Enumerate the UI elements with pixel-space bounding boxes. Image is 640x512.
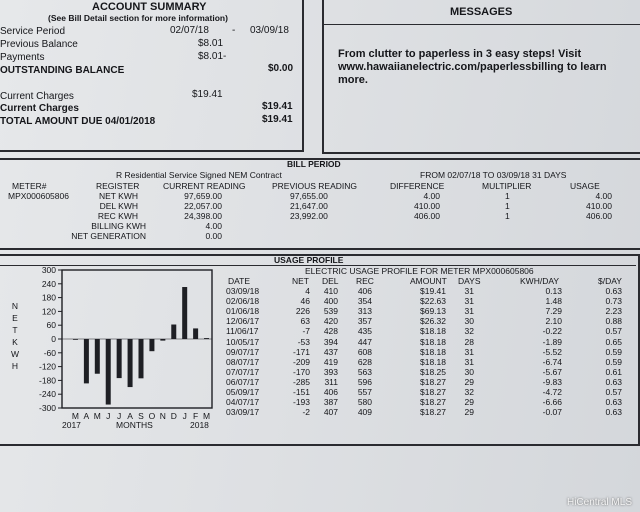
account-summary-title: ACCOUNT SUMMARY — [92, 1, 207, 13]
row-kwh-day: -6.74 — [542, 356, 562, 367]
col-amount: AMOUNT — [410, 276, 447, 286]
row-del: 428 — [323, 326, 338, 337]
row-del: 420 — [323, 316, 338, 327]
previous-balance-label: Previous Balance — [0, 39, 78, 50]
row-kwh-day: -5.67 — [542, 366, 562, 377]
row-date: 11/06/17 — [226, 326, 259, 337]
y-tick-label: -300 — [38, 403, 56, 413]
x-tick-label: D — [170, 411, 177, 421]
row-amount: $18.18 — [420, 336, 446, 347]
col-multiplier: MULTIPLIER — [482, 181, 532, 191]
net-kwh-bar-chart — [0, 262, 220, 432]
row-days: 31 — [464, 296, 474, 307]
row-net: -170 — [292, 366, 310, 377]
row-kwh-day: 0.13 — [545, 286, 562, 296]
usage-value: 406.00 — [586, 211, 612, 221]
x-tick-label: O — [148, 411, 156, 421]
row-del: 539 — [323, 306, 338, 317]
row-days: 32 — [464, 387, 474, 397]
row-del: 387 — [323, 397, 338, 408]
row-days: 31 — [464, 346, 474, 357]
row-del: 407 — [323, 407, 338, 418]
row-net: -171 — [292, 346, 310, 357]
x-tick-label: M — [93, 411, 101, 421]
usage-profile-title: USAGE PROFILE — [274, 255, 344, 265]
row-rec: 557 — [357, 387, 372, 397]
row-rec: 563 — [357, 366, 372, 377]
row-kwh-day: -0.22 — [542, 326, 562, 337]
current-reading: 4.00 — [205, 221, 222, 231]
col-del: DEL — [322, 276, 339, 286]
row-rec: 406 — [357, 286, 372, 296]
row-del: 394 — [323, 336, 338, 347]
current-charges-bold-label: Current Charges — [0, 103, 79, 114]
net-kwh-bar — [193, 328, 198, 339]
col-register: REGISTER — [96, 181, 140, 191]
col-previous-reading: PREVIOUS READING — [272, 181, 358, 191]
current-reading: 97,659.00 — [184, 191, 222, 201]
row-days: 29 — [464, 407, 474, 418]
row-kwh-day: 7.29 — [545, 306, 562, 317]
payments-value: $8.01- — [198, 51, 227, 62]
row-date: 10/05/17 — [226, 336, 260, 347]
y-tick-label: 180 — [41, 292, 56, 303]
row-days: 31 — [464, 356, 474, 367]
x-tick-label: S — [138, 411, 144, 421]
row-dollar-day: 0.63 — [605, 376, 622, 387]
row-del: 437 — [323, 346, 338, 357]
bill-period-contract: R Residential Service Signed NEM Contract — [116, 170, 282, 180]
multiplier-value: 1 — [505, 201, 510, 211]
row-dollar-day: 0.63 — [605, 407, 622, 418]
x-tick-label: J — [106, 411, 111, 421]
row-net: -193 — [292, 397, 310, 408]
usage-value: 410.00 — [586, 201, 612, 211]
row-del: 393 — [323, 366, 338, 377]
y-tick-label: -180 — [38, 375, 56, 386]
outstanding-value: $0.00 — [268, 63, 294, 74]
difference-value: 4.00 — [423, 191, 440, 201]
service-from: 02/07/18 — [170, 25, 209, 36]
previous-reading: 97,655.00 — [290, 191, 328, 201]
usage-profile-subtitle: ELECTRIC USAGE PROFILE FOR METER MPX000605806 — [305, 266, 534, 276]
row-net: -285 — [292, 376, 310, 387]
col-days: DAYS — [458, 276, 481, 286]
multiplier-value: 1 — [505, 191, 510, 201]
row-kwh-day: -5.52 — [542, 346, 562, 357]
current-reading: 22,057.00 — [184, 201, 222, 211]
net-kwh-bar — [149, 339, 154, 351]
current-reading: 24,398.00 — [184, 211, 222, 221]
row-net: -2 — [302, 407, 310, 418]
row-amount: $18.27 — [420, 397, 446, 408]
row-dollar-day: 0.73 — [605, 296, 622, 307]
bill-period-title: BILL PERIOD — [287, 159, 341, 169]
row-del: 410 — [323, 286, 338, 296]
row-dollar-day: 0.63 — [605, 397, 622, 408]
row-date: 05/09/17 — [226, 387, 260, 397]
row-dollar-day: 0.59 — [605, 356, 622, 367]
row-rec: 354 — [357, 296, 372, 307]
row-days: 28 — [464, 336, 474, 347]
y-tick-label: 60 — [46, 320, 56, 331]
row-rec: 435 — [357, 326, 372, 337]
col-current-reading: CURRENT READING — [163, 181, 246, 191]
payments-label: Payments — [0, 52, 45, 63]
row-net: -7 — [302, 326, 310, 337]
service-dash: - — [232, 25, 236, 36]
current-reading: 0.00 — [205, 231, 222, 241]
row-rec: 580 — [357, 397, 372, 408]
previous-reading: 23,992.00 — [290, 211, 328, 221]
col-kwh-day: KWH/DAY — [520, 276, 560, 286]
col-usage: USAGE — [570, 181, 600, 191]
net-kwh-bar — [84, 339, 89, 383]
service-to: 03/09/18 — [250, 25, 289, 36]
net-kwh-bar — [117, 339, 122, 378]
row-rec: 447 — [357, 336, 372, 347]
row-kwh-day: -1.89 — [542, 336, 562, 347]
hicentral-watermark: HiCentral MLS — [566, 497, 632, 508]
y-tick-label: 0 — [51, 334, 56, 344]
register-name: NET KWH — [98, 191, 138, 201]
message-line-2: www.hawaiianelectric.com/paperlessbilling to learn — [338, 61, 607, 73]
row-amount: $18.18 — [420, 356, 446, 367]
row-net: -151 — [292, 387, 310, 397]
net-kwh-bar — [106, 339, 111, 405]
y-tick-label: -120 — [38, 361, 56, 372]
col-date: DATE — [228, 276, 251, 286]
row-date: 04/07/17 — [226, 397, 260, 408]
row-date: 03/09/18 — [226, 286, 260, 296]
difference-value: 406.00 — [414, 211, 440, 221]
row-date: 03/09/17 — [226, 407, 260, 418]
chart-xlabel: MONTHS — [116, 420, 153, 430]
row-net: 226 — [295, 306, 310, 317]
multiplier-value: 1 — [505, 211, 510, 221]
x-tick-label: J — [182, 411, 187, 421]
row-amount: $69.13 — [420, 306, 446, 317]
row-net: -53 — [297, 336, 310, 347]
row-days: 30 — [464, 366, 474, 377]
register-name: BILLING KWH — [91, 221, 146, 231]
register-name: DEL KWH — [99, 201, 138, 211]
y-tick-label: -240 — [38, 389, 56, 400]
row-rec: 409 — [357, 407, 372, 418]
row-amount: $26.32 — [420, 316, 446, 327]
row-days: 31 — [464, 306, 474, 317]
current-charges-label: Current Charges — [0, 91, 74, 102]
x-tick-label: F — [193, 411, 199, 421]
meter-number: MPX000605806 — [8, 191, 69, 201]
y-tick-label: 240 — [41, 278, 56, 289]
row-del: 400 — [323, 296, 338, 307]
row-del: 419 — [323, 356, 338, 367]
row-dollar-day: 0.63 — [605, 286, 622, 296]
row-dollar-day: 2.23 — [605, 306, 622, 317]
y-tick-label: 300 — [41, 265, 56, 275]
col-rec: REC — [356, 276, 374, 286]
y-tick-label: -60 — [43, 347, 56, 358]
row-amount: $18.27 — [420, 387, 446, 397]
row-date: 07/07/17 — [226, 366, 260, 377]
x-tick-label: M — [202, 411, 211, 421]
account-summary-subtitle: (See Bill Detail section for more information) — [48, 13, 228, 23]
net-kwh-axis-label-text: N E T K W H — [10, 301, 20, 371]
net-kwh-bar — [171, 325, 176, 339]
previous-balance-value: $8.01 — [198, 38, 224, 49]
row-net: -209 — [292, 356, 310, 367]
outstanding-label: OUTSTANDING BALANCE — [0, 65, 125, 76]
col-dollar-day: $/DAY — [598, 276, 622, 286]
row-date: 12/06/17 — [226, 316, 260, 327]
row-dollar-day: 0.65 — [605, 336, 622, 347]
row-amount: $19.41 — [420, 286, 446, 296]
message-line-1: From clutter to paperless in 3 easy steps! Visit — [338, 48, 582, 60]
row-rec: 313 — [357, 306, 372, 317]
register-name: NET GENERATION — [71, 231, 146, 241]
service-period-label: Service Period — [0, 26, 66, 37]
col-meter: METER# — [12, 181, 47, 191]
messages-header-rule — [322, 24, 640, 25]
row-rec: 596 — [357, 376, 372, 387]
row-amount: $18.27 — [420, 376, 446, 387]
x-tick-label: M — [71, 411, 80, 421]
row-kwh-day: -0.07 — [542, 407, 562, 418]
message-line-3: more. — [338, 74, 368, 86]
x-tick-label: N — [159, 411, 166, 421]
row-dollar-day: 0.61 — [605, 366, 622, 377]
net-kwh-bar — [95, 339, 100, 374]
row-date: 06/07/17 — [226, 376, 260, 387]
row-amount: $18.18 — [420, 346, 446, 357]
row-amount: $18.18 — [420, 326, 446, 337]
row-rec: 357 — [357, 316, 372, 327]
row-dollar-day: 0.88 — [605, 316, 622, 327]
messages-title: MESSAGES — [450, 6, 513, 18]
current-charges-value: $19.41 — [192, 89, 223, 100]
x-tick-label: A — [127, 411, 133, 421]
chart-year-start: 2017 — [62, 420, 81, 430]
row-kwh-day: -9.83 — [542, 376, 562, 387]
row-days: 31 — [464, 286, 474, 296]
total-due-label: TOTAL AMOUNT DUE 04/01/2018 — [0, 116, 156, 127]
row-net: 46 — [300, 296, 310, 307]
bill-period-range: FROM 02/07/18 TO 03/09/18 31 DAYS — [420, 170, 567, 180]
row-amount: $18.27 — [420, 407, 446, 418]
row-date: 09/07/17 — [226, 346, 260, 357]
row-dollar-day: 0.59 — [605, 346, 622, 357]
row-dollar-day: 0.57 — [605, 387, 622, 397]
col-difference: DIFFERENCE — [390, 181, 445, 191]
row-kwh-day: 2.10 — [545, 316, 562, 327]
row-days: 29 — [464, 397, 474, 408]
row-kwh-day: -4.72 — [542, 387, 562, 397]
col-net: NET — [292, 276, 309, 286]
x-tick-label: A — [83, 411, 90, 421]
register-name: REC KWH — [97, 211, 138, 221]
x-tick-label: J — [117, 411, 122, 421]
row-days: 32 — [464, 326, 474, 337]
y-tick-label: 120 — [41, 306, 56, 317]
net-kwh-bar — [139, 339, 144, 378]
row-amount: $22.63 — [420, 296, 446, 307]
total-due-value: $19.41 — [262, 114, 293, 125]
row-days: 30 — [464, 316, 474, 327]
row-rec: 628 — [357, 356, 372, 367]
usage-value: 4.00 — [595, 191, 612, 201]
net-kwh-bar — [128, 339, 133, 387]
difference-value: 410.00 — [414, 201, 440, 211]
row-date: 08/07/17 — [226, 356, 260, 367]
row-dollar-day: 0.57 — [605, 326, 622, 337]
row-amount: $18.25 — [420, 366, 446, 377]
row-net: 4 — [305, 286, 310, 296]
current-charges-bold-value: $19.41 — [262, 101, 293, 112]
row-kwh-day: 1.48 — [545, 296, 562, 307]
chart-year-end: 2018 — [190, 420, 209, 430]
row-date: 02/06/18 — [226, 296, 260, 307]
row-date: 01/06/18 — [226, 306, 260, 317]
row-del: 406 — [323, 387, 338, 397]
net-kwh-bar — [182, 287, 187, 339]
row-rec: 608 — [357, 346, 372, 357]
previous-reading: 21,647.00 — [290, 201, 328, 211]
row-kwh-day: -6.66 — [542, 397, 562, 408]
row-days: 29 — [464, 376, 474, 387]
row-net: 63 — [300, 316, 310, 327]
row-del: 311 — [324, 376, 338, 387]
